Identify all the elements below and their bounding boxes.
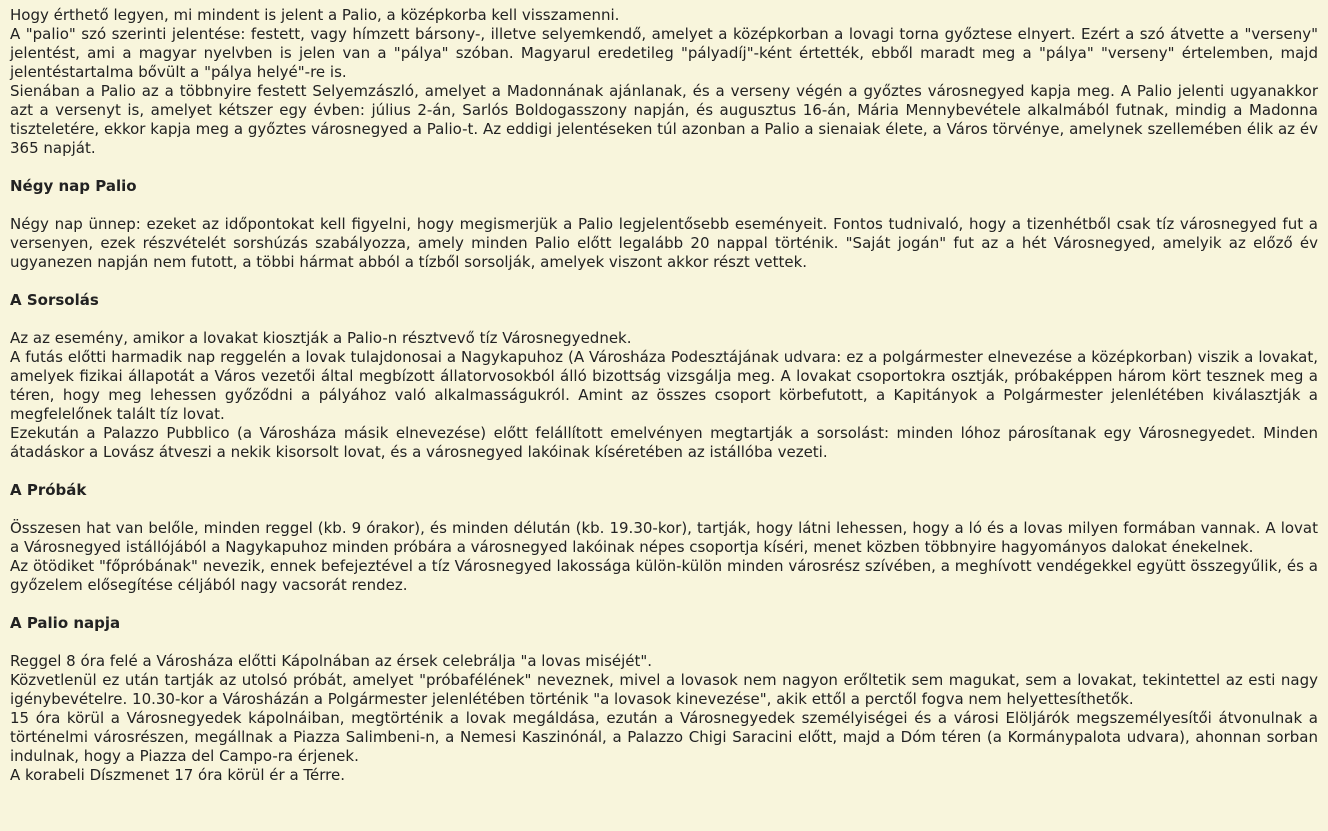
section-paragraph: Közvetlenül ez után tartják az utolsó próbát, amelyet "próbafélének" neveznek, mivel a lovasok nem nagyon erőltetik sem magukat, sem a lovakat, tekintettel az esti nagy igénybevételre. 10.30-kor a Városházán a Polgármester jelenlétében történik "a lovasok kinevezése", akik ettől a perctől fogva nem helyettesíthetők.: [10, 671, 1318, 708]
section-paragraph: 15 óra körül a Városnegyedek kápolnáiban, megtörténik a lovak megáldása, ezután a Városnegyedek személyiségei és a városi Elöljárók megszemélyesítői átvonulnak a történelmi városrészen, megállnak a Piazza Salimbeni-n, a Nemesi Kaszinónál, a Palazzo Chigi Saracini előtt, majd a Dóm téren (a Kormánypalota udvara), ahonnan sorban indulnak, hogy a Piazza del Campo-ra érjenek.: [10, 709, 1318, 765]
article-content: [10, 6, 1318, 785]
section-paragraph: Az az esemény, amikor a lovakat kiosztják a Palio-n résztvevő tíz Városnegyednek.: [10, 329, 632, 347]
section-paragraph: Összesen hat van belőle, minden reggel (kb. 9 órakor), és minden délután (kb. 19.30-kor), tartják, hogy látni lehessen, hogy a ló és a lovas milyen formában vannak. A lovat a Városnegyed istállójából a Nagykapuhoz minden próbára a városnegyed lakóinak népes csoportja kíséri, menet közben többnyire hagyományos dalokat énekelnek.: [10, 519, 1318, 556]
section-heading-a-palio-napja: A Palio napja: [10, 614, 121, 632]
section-paragraph: A futás előtti harmadik nap reggelén a lovak tulajdonosai a Nagykapuhoz (A Városháza Podesztájának udvara: ez a polgármester elnevezése a középkorban) viszik a lovakat, amelyek fizikai állapotát a Város vezetői által megbízott állatorvosokból álló bizottság vizsgálja meg. A lovakat csoportokra osztják, próbaképpen három kört tesznek meg a téren, hogy meg lehessen győződni a pályához való alkalmasságukról. Amint az összes csoport körbefutott, a Kapitányok a Polgármester jelenlétében kiválasztják a megfelelőnek talált tíz lovat.: [10, 348, 1318, 423]
section-paragraph: Az ötödiket "főpróbának" nevezik, ennek befejeztével a tíz Városnegyed lakossága külön-külön minden városrész szívében, a meghívott vendégekkel együtt összegyűlik, és a győzelem elősegítése céljából nagy vacsorát rendez.: [10, 557, 1318, 594]
section-paragraph: Négy nap ünnep: ezeket az időpontokat kell figyelni, hogy megismerjük a Palio legjelentősebb eseményeit. Fontos tudnivaló, hogy a tizenhétből csak tíz városnegyed fut a versenyen, ezek részvételét sorshúzás szabályozza, amely minden Palio előtt legalább 20 nappal történik. "Saját jogán" fut az a hét Városnegyed, amelyik az előző év ugyanezen napján nem futott, a többi hármat abból a tízből sorsolják, amelyek viszont akkor részt vettek.: [10, 215, 1318, 271]
section-heading-a-probak: A Próbák: [10, 481, 87, 499]
intro-paragraph: Hogy érthető legyen, mi mindent is jelent a Palio, a középkorba kell visszamenni.: [10, 6, 620, 24]
intro-paragraph: Sienában a Palio az a többnyire festett Selyemzászló, amelyet a Madonnának ajánlanak, és a verseny végén a győztes városnegyed kapja meg. A Palio jelenti ugyanakkor azt a versenyt is, amelyet kétszer egy évben: július 2-án, Sarlós Boldogasszony napján, és augusztus 16-án, Mária Mennybevétele alkalmából futnak, mindig a Madonna tiszteletére, ekkor kapja meg a győztes városnegyed a Palio-t. Az eddigi jelentéseken túl azonban a Palio a sienaiak élete, a Város törvénye, amelynek szellemében élik az év 365 napját.: [10, 82, 1318, 157]
section-heading-a-sorsolas: A Sorsolás: [10, 291, 99, 309]
section-paragraph: Ezekután a Palazzo Pubblico (a Városháza másik elnevezése) előtt felállított emelvényen megtartják a sorsolást: minden lóhoz párosítanak egy Városnegyedet. Minden átadáskor a Lovász átveszi a nekik kisorsolt lovat, és a városnegyed lakóinak kíséretében az istállóba vezeti.: [10, 424, 1318, 461]
section-paragraph: Reggel 8 óra felé a Városháza előtti Kápolnában az érsek celebrálja "a lovas miséjét".: [10, 652, 653, 670]
section-heading-negy-nap-palio: Négy nap Palio: [10, 177, 137, 195]
intro-paragraph: A "palio" szó szerinti jelentése: festett, vagy hímzett bársony-, illetve selyemkendő, amelyet a középkorban a lovagi torna győztese elnyert. Ezért a szó átvette a "verseny" jelentést, ami a magyar nyelvben is jelen van a "pálya" szóban. Magyarul eredetileg "pályadíj"-ként értették, ebből maradt meg a "pálya" "verseny" értelemben, majd jelentéstartalma bővült a "pálya helyé"-re is.: [10, 25, 1318, 81]
section-paragraph: A korabeli Díszmenet 17 óra körül ér a Térre.: [10, 766, 346, 784]
